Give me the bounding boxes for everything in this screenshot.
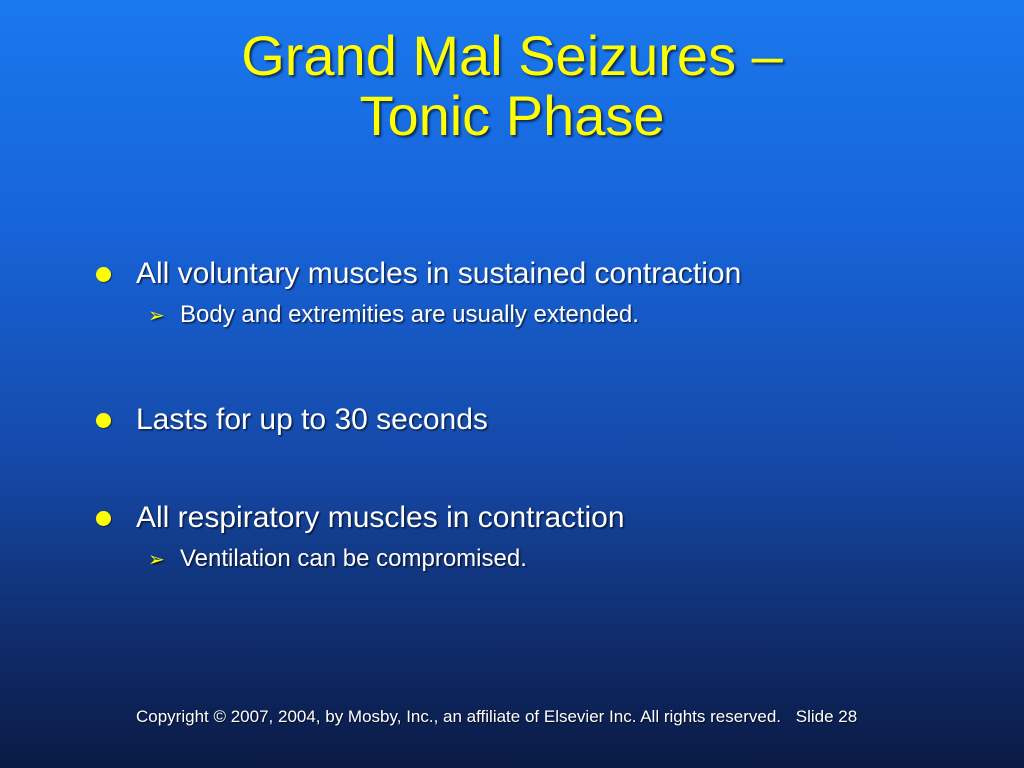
sub-bullet-text: Body and extremities are usually extended. xyxy=(180,301,639,328)
bullet-text: All respiratory muscles in contraction xyxy=(136,501,625,534)
bullet-dot-icon xyxy=(96,511,111,526)
bullet-text: Lasts for up to 30 seconds xyxy=(136,403,488,436)
bullet-list xyxy=(96,252,976,578)
slide-title-line-2: Tonic Phase xyxy=(359,84,665,147)
slide-title xyxy=(0,26,1024,146)
slide-footer xyxy=(136,706,976,728)
bullet-dot-icon xyxy=(96,413,111,428)
slide-title-line-1: Grand Mal Seizures – xyxy=(241,24,783,87)
arrowhead-bullet-icon: ➢ xyxy=(148,547,165,571)
bullet-dot-icon xyxy=(96,267,111,282)
bullet-item xyxy=(96,252,976,296)
sub-bullet-text: Ventilation can be compromised. xyxy=(180,545,527,572)
bullet-item xyxy=(96,398,976,442)
bullet-item xyxy=(96,496,976,540)
sub-bullet-item xyxy=(96,296,976,334)
copyright-text: Copyright © 2007, 2004, by Mosby, Inc., an affiliate of Elsevier Inc. All rights reserved. xyxy=(136,707,781,726)
arrowhead-bullet-icon: ➢ xyxy=(148,303,165,327)
sub-bullet-item xyxy=(96,540,976,578)
bullet-text: All voluntary muscles in sustained contraction xyxy=(136,257,742,290)
slide-number: Slide 28 xyxy=(795,707,858,726)
